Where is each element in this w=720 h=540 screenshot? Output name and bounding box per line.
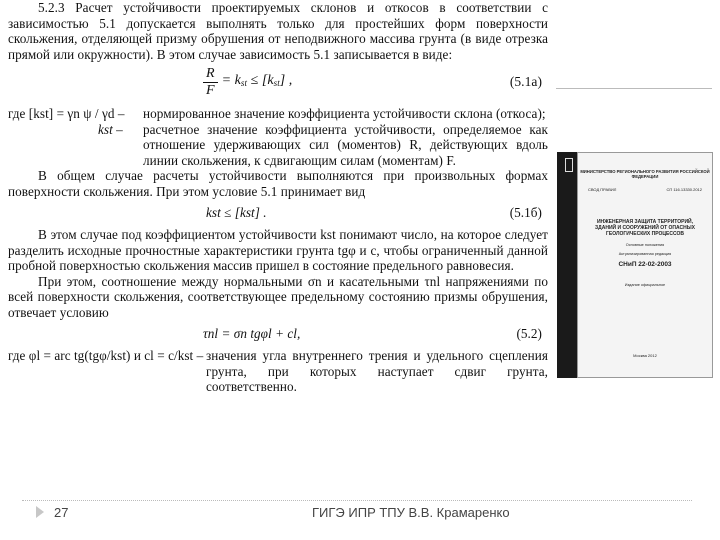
snip-cover-image (577, 152, 713, 378)
cover-code-left: СВОД ПРАВИЛ (588, 187, 617, 192)
footer-author: ГИГЭ ИПР ТПУ В.В. Крамаренко (312, 505, 510, 520)
formula-5-1a-expression (203, 66, 292, 98)
definition-term: где φl = arc tg(tgφ/kst) и cl = c/kst – (8, 348, 204, 363)
definition-term: где [kst] = γn ψ / γd – (8, 106, 125, 121)
formula-5-1b (8, 199, 548, 227)
subscript-st-2: st (273, 77, 280, 88)
cover-title: ИНЖЕНЕРНАЯ ЗАЩИТА ТЕРРИТОРИЙ, ЗДАНИЙ И СООРУЖЕНИЙ ОТ ОПАСНЫХ ГЕОЛОГИЧЕСКИХ ПРОЦЕССОВ (595, 219, 695, 237)
paragraph-kst-meaning: В этом случае под коэффициентом устойчивости kst понимают число, на которое следует разделить исходные прочностные характеристики грунта tgφ и c, чтобы ограниченный данной пробной поверхностью скольжения массив пришел в состояние предельного равновесия. (8, 227, 548, 273)
fraction-numerator: R (203, 66, 218, 83)
cover-spine-mark (565, 158, 573, 172)
equation-number-5-1b: (5.1б) (509, 205, 542, 220)
definition-body: нормированное значение коэффициента устойчивости склона (откоса); (143, 106, 546, 121)
cover-official-edition: Издание официальное (624, 283, 666, 287)
cover-edition-note: Актуализированная редакция (618, 252, 672, 256)
slide-page-number: 27 (54, 505, 69, 520)
cover-spine (557, 152, 577, 378)
formula-rhs (222, 73, 293, 92)
definition-phi-c (8, 348, 548, 395)
formula-end: ] , (279, 72, 293, 88)
definition-body: расчетное значение коэффициента устойчивости, определяемое как отношение удерживающих сил (моментов) R, действующих вдоль линии скольжения, к сдвигающим силам (моментам) F. (143, 121, 548, 168)
formula-rhs-k: = k (221, 72, 241, 88)
equation-number-5-1a: (5.1а) (509, 74, 542, 89)
paragraph-stress-ratio: При этом, соотношение между нормальными σn и касательными τnl напряжениями по всей поверхности скольжения, соответствующее предельному состоянию призмы обрушения, отвечает условию (8, 273, 548, 320)
cover-year: Москва 2012 (633, 353, 657, 358)
cover-subtitle: Основные положения (625, 243, 665, 247)
subscript-st: st (240, 77, 248, 88)
definition-body: значения угла внутреннего трения и удельного сцепления грунта, при которых наступает сдвиг грунта, соответственно. (206, 348, 548, 394)
play-arrow-icon (36, 506, 44, 518)
cover-divider (556, 88, 712, 89)
cover-code-right: СП 116.13330.2012 (666, 187, 702, 192)
definition-kst-calculated (98, 122, 548, 169)
fraction-denominator: F (206, 82, 215, 98)
cover-snip-number: СНиП 22-02-2003 (618, 261, 672, 268)
formula-5-1a (8, 66, 548, 102)
formula-5-2-expression: τnl = σn tgφl + cl, (203, 326, 301, 341)
paragraph-general-case: В общем случае расчеты устойчивости выполняются при произвольных формах поверхности скольжения. При этом условие 5.1 принимает вид (8, 168, 548, 199)
definition-kst-normative (8, 106, 548, 122)
formula-5-1b-expression: kst ≤ [kst] . (206, 205, 267, 220)
fraction-r-over-f (203, 66, 218, 98)
equation-number-5-2: (5.2) (516, 326, 542, 341)
document-scan (8, 0, 548, 412)
cover-header: МИНИСТЕРСТВО РЕГИОНАЛЬНОГО РАЗВИТИЯ РОССИЙСКОЙ ФЕДЕРАЦИИ (580, 169, 710, 179)
paragraph-5-2-3: 5.2.3 Расчет устойчивости проектируемых склонов и откосов в соответствии с зависимостью 5.1 допускается выполнять только для простейших форм поверхности скольжения, отделяющей призму обрушения от неподвижного массива грунта (в виде отрезка прямой или окружности). В этом случае зависимость 5.1 записывается в виде: (8, 0, 548, 62)
cover-codes (578, 187, 712, 192)
definition-term: kst – (98, 121, 123, 137)
footer-divider (22, 500, 692, 501)
formula-5-2 (8, 320, 548, 348)
formula-leq: ≤ [k (247, 72, 274, 88)
